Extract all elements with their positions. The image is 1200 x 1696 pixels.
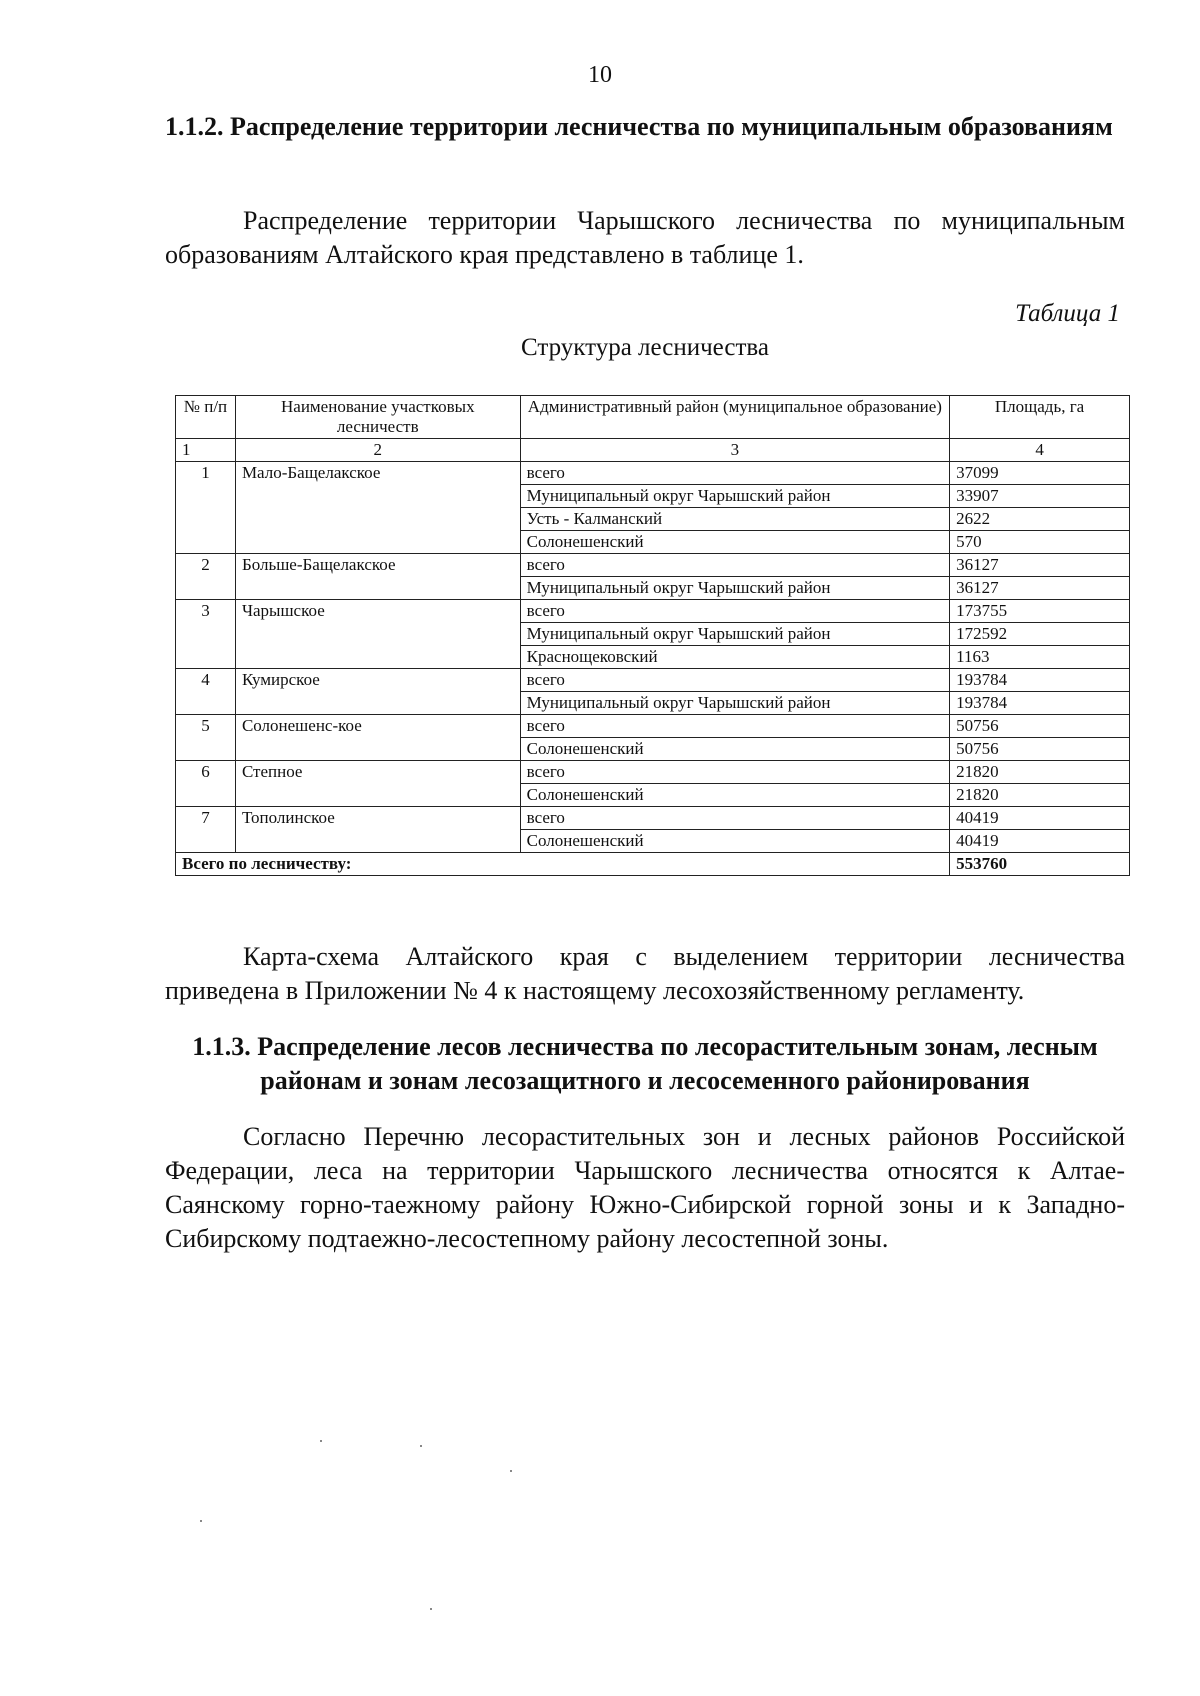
page-number: 10: [588, 62, 612, 88]
column-number: 4: [950, 439, 1130, 462]
area-value: 21820: [950, 761, 1130, 784]
header-area: Площадь, га: [950, 396, 1130, 439]
area-value: 172592: [950, 623, 1130, 646]
district-name: всего: [520, 462, 950, 485]
forestry-name: Тополинское: [235, 807, 520, 853]
area-value: 193784: [950, 669, 1130, 692]
section-heading-1-1-3: 1.1.3. Распределение лесов лесничества по лесорастительным зонам, лесным районам и зонам лесозащитного и лесосеменного районирования: [192, 1032, 1098, 1095]
area-value: 173755: [950, 600, 1130, 623]
district-name: всего: [520, 807, 950, 830]
table-row: [176, 554, 1130, 577]
area-value: 50756: [950, 715, 1130, 738]
district-name: всего: [520, 715, 950, 738]
district-name: Муниципальный округ Чарышский район: [520, 577, 950, 600]
table-total-row: [176, 853, 1130, 876]
map-paragraph: Карта-схема Алтайского края с выделением территории лесничества приведена в Приложении № 4 к настоящему лесохозяйственному регламенту.: [165, 942, 1125, 1005]
district-name: всего: [520, 669, 950, 692]
row-number: 4: [176, 669, 236, 715]
area-value: 36127: [950, 577, 1130, 600]
district-name: всего: [520, 761, 950, 784]
row-number: 1: [176, 462, 236, 554]
section-heading-1-1-2: 1.1.2. Распределение территории лесничества по муниципальным образованиям: [165, 112, 1113, 141]
row-number: 7: [176, 807, 236, 853]
header-number: № п/п: [176, 396, 236, 439]
table-caption: Таблица 1: [1015, 300, 1120, 327]
table-body: [176, 462, 1130, 853]
row-number: 3: [176, 600, 236, 669]
row-number: 5: [176, 715, 236, 761]
header-forestry-name: Наименование участковых лесничеств: [235, 396, 520, 439]
total-label: Всего по лесничеству:: [176, 853, 950, 876]
district-name: Солонешенский: [520, 531, 950, 554]
table-row: [176, 761, 1130, 784]
intro-paragraph: Распределение территории Чарышского лесничества по муниципальным образованиям Алтайского края представлено в таблице 1.: [165, 206, 1125, 269]
district-name: Краснощековский: [520, 646, 950, 669]
area-value: 40419: [950, 830, 1130, 853]
district-name: всего: [520, 554, 950, 577]
district-name: всего: [520, 600, 950, 623]
district-name: Муниципальный округ Чарышский район: [520, 485, 950, 508]
forestry-name: Степное: [235, 761, 520, 807]
area-value: 2622: [950, 508, 1130, 531]
scan-speck: [200, 1520, 202, 1522]
forestry-name: Чарышское: [235, 600, 520, 669]
table-title: Структура лесничества: [521, 334, 769, 361]
forestry-name: Мало-Бащелакское: [235, 462, 520, 554]
area-value: 193784: [950, 692, 1130, 715]
area-value: 36127: [950, 554, 1130, 577]
table-row: [176, 669, 1130, 692]
table-row: [176, 807, 1130, 830]
area-value: 40419: [950, 807, 1130, 830]
zones-paragraph: Согласно Перечню лесорастительных зон и лесных районов Российской Федерации, леса на территории Чарышского лесничества относятся к Алтае-Саянскому горно-таежному району Южно-Сибирской горной зоны и к Западно-Сибирскому подтаежно-лесостепному району лесостепной зоны.: [165, 1122, 1125, 1253]
forestry-structure-table: [175, 395, 1130, 876]
district-name: Муниципальный округ Чарышский район: [520, 623, 950, 646]
total-value: 553760: [950, 853, 1130, 876]
forestry-name: Кумирское: [235, 669, 520, 715]
area-value: 50756: [950, 738, 1130, 761]
scan-speck: [430, 1608, 432, 1610]
forestry-name: Солонешенс-кое: [235, 715, 520, 761]
column-number: 3: [520, 439, 950, 462]
forestry-name: Больше-Бащелакское: [235, 554, 520, 600]
district-name: Солонешенский: [520, 784, 950, 807]
table-row: [176, 462, 1130, 485]
row-number: 6: [176, 761, 236, 807]
table-column-numbers-row: [176, 439, 1130, 462]
district-name: Усть - Калманский: [520, 508, 950, 531]
scan-speck: [320, 1440, 322, 1442]
table-row: [176, 715, 1130, 738]
table-header-row: [176, 396, 1130, 439]
area-value: 21820: [950, 784, 1130, 807]
district-name: Муниципальный округ Чарышский район: [520, 692, 950, 715]
area-value: 570: [950, 531, 1130, 554]
column-number: 2: [235, 439, 520, 462]
scan-speck: [510, 1470, 512, 1472]
header-district: Административный район (муниципальное образование): [520, 396, 950, 439]
row-number: 2: [176, 554, 236, 600]
scan-speck: [420, 1445, 422, 1447]
district-name: Солонешенский: [520, 738, 950, 761]
district-name: Солонешенский: [520, 830, 950, 853]
area-value: 1163: [950, 646, 1130, 669]
area-value: 37099: [950, 462, 1130, 485]
table-row: [176, 600, 1130, 623]
area-value: 33907: [950, 485, 1130, 508]
column-number: 1: [176, 439, 236, 462]
